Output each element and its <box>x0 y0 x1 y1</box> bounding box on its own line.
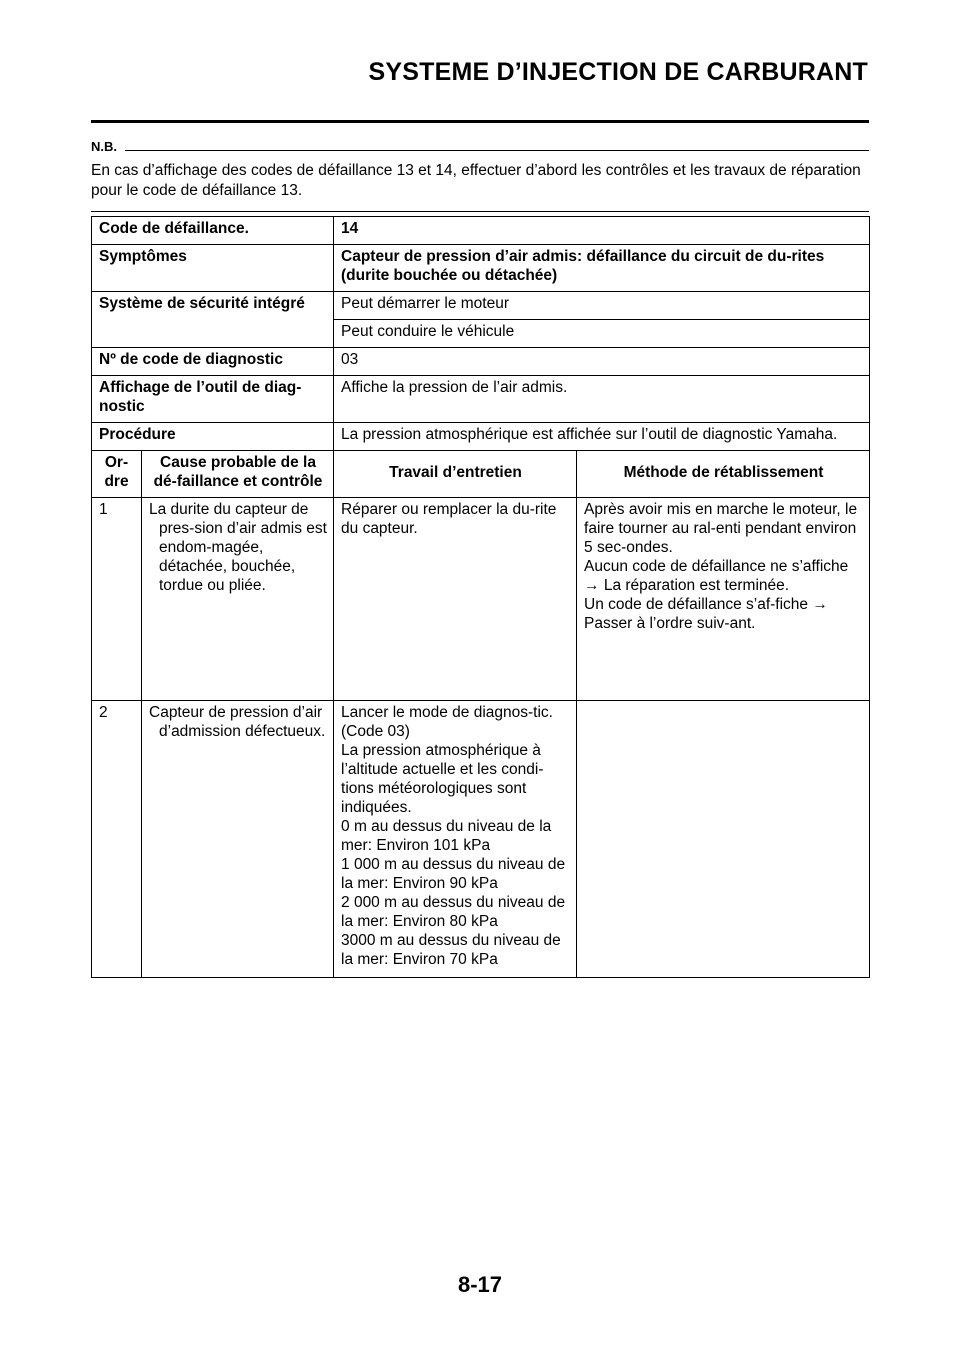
row-method: Après avoir mis en marche le moteur, le faire tourner au ral-enti pendant environ 5 sec-ondes. Aucun code de défaillance ne s’affiche → La réparation est terminée. Un code de défaillance s’af-fiche → Passer à l’ordre suiv-ant. <box>577 498 870 701</box>
safety-value-1: Peut démarrer le moteur <box>334 292 870 320</box>
table-row <box>92 498 870 701</box>
row-work: Réparer ou remplacer la du-rite du capteur. <box>334 498 577 701</box>
table-row <box>92 217 870 245</box>
table-row <box>92 292 870 320</box>
safety-label: Système de sécurité intégré <box>92 292 334 348</box>
diagnostic-table <box>91 216 870 978</box>
procedure-value: La pression atmosphérique est affichée sur l’outil de diagnostic Yamaha. <box>334 423 870 451</box>
row-method <box>577 701 870 978</box>
column-header-row <box>92 451 870 498</box>
col-work-header: Travail d’entretien <box>334 451 577 498</box>
procedure-label: Procédure <box>92 423 334 451</box>
note-rule <box>125 150 869 151</box>
table-row <box>92 348 870 376</box>
note-bottom-rule <box>91 211 869 212</box>
row-cause <box>142 701 334 978</box>
row-work: Lancer le mode de diagnos-tic. (Code 03) La pression atmosphérique à l’altitude actuelle et les condi-tions météorologiques sont indiquées. 0 m au dessus du niveau de la mer: Environ 101 kPa 1 000 m au dessus du niveau de la mer: Environ 90 kPa 2 000 m au dessus du niveau de la mer: Environ 80 kPa 3000 m au dessus du niveau de la mer: Environ 70 kPa <box>334 701 577 978</box>
symptoms-label: Symptômes <box>92 245 334 292</box>
row-cause-text: La durite du capteur de pres-sion d’air admis est endom-magée, détachée, bouchée, tordue ou pliée. <box>149 501 327 594</box>
table-row <box>92 376 870 423</box>
col-method-header: Méthode de rétablissement <box>577 451 870 498</box>
row-order: 2 <box>92 701 142 978</box>
table-row <box>92 701 870 978</box>
fault-code-label: Code de défaillance. <box>92 217 334 245</box>
row-cause-text: Capteur de pression d’air d’admission défectueux. <box>149 704 326 740</box>
note-header <box>91 139 869 155</box>
table-row <box>92 423 870 451</box>
table-row <box>92 245 870 292</box>
fault-code-value: 14 <box>334 217 870 245</box>
page-title: SYSTEME D’INJECTION DE CARBURANT <box>368 58 868 86</box>
tool-display-label: Affichage de l’outil de diag-nostic <box>92 376 334 423</box>
tool-display-value: Affiche la pression de l’air admis. <box>334 376 870 423</box>
page-number: 8-17 <box>457 1272 503 1297</box>
safety-value-2: Peut conduire le véhicule <box>334 320 870 348</box>
row-cause <box>142 498 334 701</box>
symptoms-value: Capteur de pression d’air admis: défaillance du circuit de du-rites (durite bouchée ou détachée) <box>334 245 870 292</box>
note-text: En cas d’affichage des codes de défaillance 13 et 14, effectuer d’abord les contrôles et les travaux de réparation pour le code de défaillance 13. <box>91 162 861 199</box>
note-label: N.B. <box>91 139 123 154</box>
row-order: 1 <box>92 498 142 701</box>
col-cause-header: Cause probable de la dé-faillance et contrôle <box>142 451 334 498</box>
title-rule <box>91 120 869 123</box>
col-order-header: Or-dre <box>92 451 142 498</box>
diag-code-value: 03 <box>334 348 870 376</box>
diag-code-label: Nº de code de diagnostic <box>92 348 334 376</box>
